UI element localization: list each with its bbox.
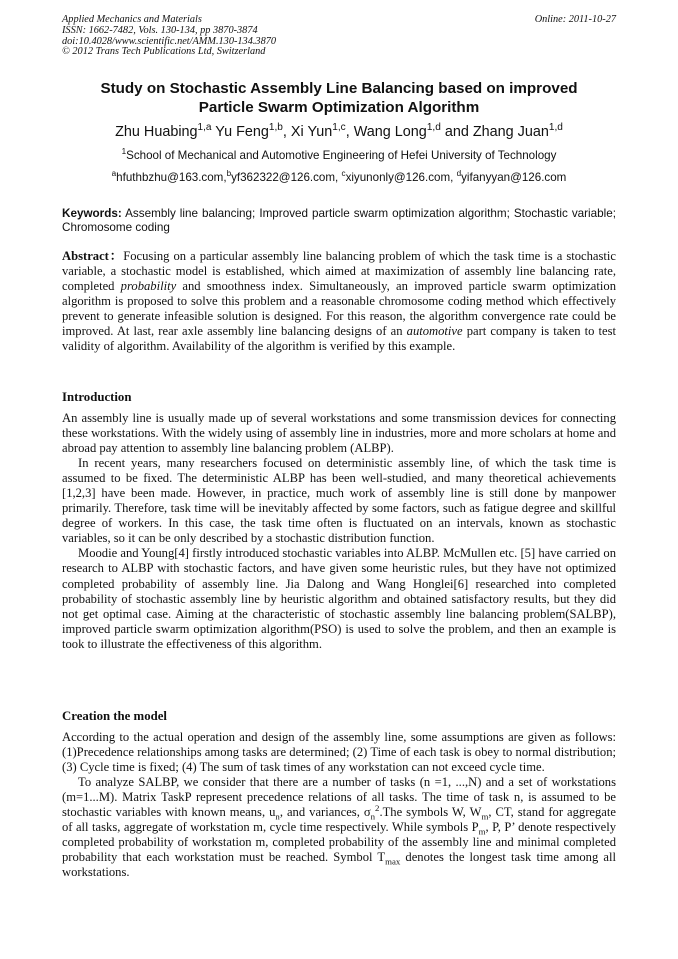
email-address[interactable]: xiyunonly@126.com [345, 171, 451, 184]
introduction-heading: Introduction [62, 390, 132, 404]
email-separator: , [223, 171, 227, 184]
affiliation [62, 149, 616, 163]
introduction-section [62, 390, 616, 652]
affiliation-mark: 1 [121, 147, 127, 157]
subscript: m [478, 826, 486, 837]
author-affil-mark: 1,d [548, 122, 563, 134]
author-separator: and [440, 124, 473, 140]
email-separator: , [335, 171, 342, 184]
email-mark: c [341, 169, 346, 179]
email-mark: b [226, 169, 232, 179]
abstract-label: Abstract： [62, 249, 124, 263]
model-paragraph-1: According to the actual operation and design of the assembly line, some assumptions are given as follows:(1)Precedence relationships among tasks are determined; (2) Time of each task is obey to normal distribution; (3) Cycle time is fixed; (4) The sum of task times of any workstation can not exceed cycle time. [62, 730, 616, 775]
author-affil-mark: 1,a [197, 122, 212, 134]
author-separator: , [282, 124, 291, 140]
model-text: To analyze SALBP, we consider that there are a number of tasks (n =1, ...,N) and a set of workstations (m=1...M). Matrix TaskP represent precedence relations of all tasks. The time of task n, is assumed to be stochastic variables with known means, u [62, 775, 616, 820]
doi-line: doi:10.4028/www.scientific.net/AMM.130-134.3870 [62, 35, 277, 47]
author-separator: , [345, 124, 354, 140]
abstract-text: Focusing on a particular assembly line balancing problem of which the task time is a stochastic variable, a stochastic model is established, which aimed at maximization of assembly line balancing rate, completed [62, 249, 616, 294]
abstract-italic-term: probability [120, 279, 177, 294]
abstract-text: part company is taken to test validity of algorithm. Availability of the algorithm is verified by this example. [62, 324, 617, 354]
keywords-label: Keywords: [62, 207, 122, 220]
model-text: , CT, stand for aggregate of all tasks, aggregate of workstation m, cycle time respectively. While symbols P [62, 805, 616, 835]
issn-line: ISSN: 1662-7482, Vols. 130-134, pp 3870-3874 [62, 24, 258, 36]
abstract-paragraph [62, 249, 616, 354]
subscript: m [481, 811, 489, 822]
journal-name: Applied Mechanics and Materials [62, 14, 202, 25]
paper-title [62, 79, 616, 117]
introduction-paragraph-1: An assembly line is usually made up of several workstations and some transmission devices for connecting these workstations. With the widely using of assembly line in industries, more and more scholars at home and abroad pay attention to assembly line balancing problem (ALBP). [62, 411, 616, 456]
model-text: .The symbols W, W [379, 805, 482, 820]
model-text: , P, P’ denote respectively completed probability of workstation m, completed probability of the assembly line and minimal completed probability that each workstation must be reached. Symbol T [62, 820, 616, 865]
email-list [62, 171, 616, 185]
model-text: , and variances, σ [279, 805, 371, 820]
model-heading: Creation the model [62, 709, 167, 723]
email-mark: d [456, 169, 462, 179]
introduction-paragraph-3: Moodie and Young[4] firstly introduced stochastic variables into ALBP. McMullen etc. [5] have carried on research to ALBP with stochastic factors, and have given some heuristic rules, but they have not optimized completed probability of assembly line. Jia Dalong and Wang Honglei[6] researched into completed probability of stochastic assembly line by heuristic algorithm and obtained satisfactory results, but they did not get optimal case. Aiming at the characteristic of stochastic assembly line balancing problem(SALBP), improved particle swarm optimization algorithm(PSO) is used to solve the problem, and then an example is took to illustrate the effectiveness of this algorithm. [62, 546, 616, 651]
author-name: Xi Yun [290, 124, 333, 140]
abstract-text: and smoothness index. Simultaneously, an improved particle swarm optimization algorithm is proposed to solve this problem and a reasonable chromosome coding method which effectively prevent to generate infeasible solution is designed. For this reason, the algorithm convergence rate could be improved. At last, rear axle assembly line balancing designs of an [62, 279, 616, 339]
author-name: Zhang Juan [472, 124, 549, 140]
email-address[interactable]: yf362322@126.com [231, 171, 336, 184]
author-affil-mark: 1,b [268, 122, 283, 134]
author-list [62, 123, 616, 141]
journal-header [62, 15, 616, 58]
abstract-italic-term: automotive [406, 324, 463, 339]
keywords-text: Assembly line balancing; Improved particle swarm optimization algorithm; Stochastic variable; Chromosome coding [62, 207, 616, 234]
introduction-paragraph-2: In recent years, many researchers focused on deterministic assembly line, of which the task time is assumed to be fixed. The deterministic ALBP has been well-studied, and many theoretical achievements [1,2,3] have been made. However, in practice, much work of assembly line is still done by manpower primarily. Therefore, task time will be inevitably affected by some factors, such as fatigue degree and skillful degree of workers. In this case, the task time often is fluctuated on an intervals, known as stochastic variables, so it can be only described by a stochastic distribution function. [62, 456, 616, 546]
author-name: Zhu Huabing [115, 124, 198, 140]
subscript: max [385, 856, 401, 867]
superscript: 2 [375, 803, 380, 814]
model-text: denotes the longest task time among all workstations. [62, 850, 616, 880]
author-name: Wang Long [353, 124, 427, 140]
copyright-line: © 2012 Trans Tech Publications Ltd, Switzerland [62, 46, 266, 58]
title-line-2: Particle Swarm Optimization Algorithm [198, 99, 480, 116]
email-address[interactable]: yifanyyan@126.com [461, 171, 567, 184]
model-paragraph-2 [62, 775, 616, 880]
email-address[interactable]: hfuthbzhu@163.com [116, 171, 224, 184]
keywords-block [62, 207, 616, 235]
subscript: n [370, 811, 376, 822]
abstract-block [62, 249, 616, 354]
subscript: n [275, 811, 280, 822]
model-section [62, 709, 616, 880]
email-separator: , [450, 171, 457, 184]
author-name: Yu Feng [215, 124, 269, 140]
online-date: Online: 2011-10-27 [534, 14, 616, 25]
affiliation-text: School of Mechanical and Automotive Engineering of Hefei University of Technology [126, 149, 557, 162]
author-affil-mark: 1,d [426, 122, 441, 134]
email-mark: a [111, 169, 117, 179]
author-affil-mark: 1,c [332, 122, 346, 134]
title-line-1: Study on Stochastic Assembly Line Balancing based on improved [100, 80, 578, 97]
